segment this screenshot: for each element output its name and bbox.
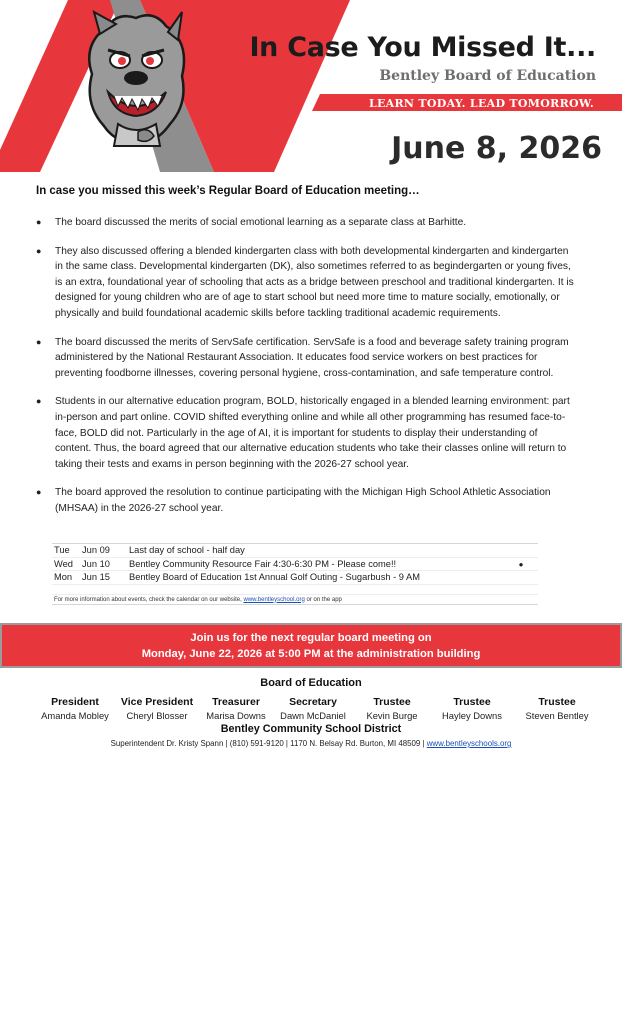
contact-line: Superintendent Dr. Kristy Spann | (810) 591-9120 | 1170 N. Belsay Rd. Burton, MI 48509 | www.bentleyschools.org [110,739,512,748]
table-row[interactable] [52,571,538,585]
banner-line-2: Monday, June 22, 2026 at 5:00 PM at the administration building [141,647,481,660]
issue-date: June 8, 2026 [391,131,602,166]
list-item: ● The board discussed the merits of ServSafe certification. ServSafe is a food and beverage safety training program administered by the National Restaurant Association. It educates food service workers on best practices for preventing foodborne illnesses, covering personal hygiene, cross-contamination, and safe temperature control. [36,336,569,379]
tagline: LEARN TODAY. LEAD TOMORROW. [368,97,594,110]
website-link[interactable]: www.bentleyschool.org [243,596,305,603]
event-date: Jun 09 [82,545,110,555]
bullet-icon: ● [36,396,42,407]
list-item: ● The board approved the resolution to continue participating with the Michigan High School Athletic Association (MHSAA) in the 2026-27 school year. [36,487,551,514]
table-row[interactable] [52,558,538,572]
banner-line-1: Join us for the next regular board meeting on [190,632,432,644]
board-members-list [36,695,600,722]
bullet-icon: ● [36,336,42,347]
list-item: ● Students in our alternative education program, BOLD, historically engaged in a blended learning environment: part in-person and part online. COVID shifted everything online and while all other programming has resumed face-to-face, BOLD did not. Particularly in the age of AI, it is important for students to display their understanding of content. Thus, the board agreed that our alternative education students who take their classes online will return to taking their tests and exams in person beginning with the 2026-27 school year. [36,396,570,470]
intro-heading: In case you missed this week’s Regular Board of Education meeting… [36,185,420,197]
district-website-link[interactable]: www.bentleyschools.org [426,739,512,748]
event-date: Jun 10 [82,558,110,569]
newsletter-header [0,0,622,172]
board-member: Trustee Kevin Burge [366,696,418,721]
upcoming-events-table [52,543,538,605]
event-day: Mon [54,572,73,582]
bullet-icon: ● [36,245,42,256]
list-item: ● They also discussed offering a blended kindergarten class with both developmental kindergarten and kindergarten in the same class. Developmental kindergarten (DK), also sometimes referred to as begindergarten or young fives, is an extra, foundational year of schooling that acts as a bridge between preschool and traditional kindergarten. It is designed for young children who are of age to start school but need more time to mature socially, emotionally, or physically and build foundational academic skills before tackling traditional academic requirements. [36,245,574,319]
board-title: Board of Education [260,677,362,689]
event-day: Tue [54,545,70,555]
board-member: Secretary Dawn McDaniel [280,696,346,721]
board-member: President Amanda Mobley [41,696,109,721]
event-dot-icon: ● [518,559,524,569]
bullet-icon: ● [36,217,42,227]
board-member: Trustee Steven Bentley [525,696,589,721]
meeting-highlights-list [36,215,576,530]
table-row[interactable] [52,544,538,558]
board-member: Trustee Hayley Downs [442,696,502,721]
board-subtitle: Bentley Board of Education [379,68,596,84]
bullet-icon: ● [36,487,42,498]
next-meeting-banner [0,623,622,668]
board-member: Vice President Cheryl Blosser [120,696,194,721]
events-footnote: For more information about events, check the calendar on our website, www.bentleyschool.org or on the app [54,596,342,603]
board-member: Treasurer Marisa Downs [206,696,266,721]
table-spacer-row [52,585,538,595]
event-date: Jun 15 [82,572,110,582]
event-title: Last day of school - half day [129,545,245,555]
event-day: Wed [54,558,73,569]
district-name: Bentley Community School District [220,723,402,735]
newsletter-title: In Case You Missed It... [249,32,596,63]
event-dot-icon [504,571,538,584]
event-dot-icon [504,544,538,557]
list-item: ● The board discussed the merits of social emotional learning as a separate class at Barhitte. [36,215,576,231]
bulldog-mascot-logo [78,4,196,154]
event-title: Bentley Board of Education 1st Annual Golf Outing - Sugarbush - 9 AM [129,572,420,582]
event-title: Bentley Community Resource Fair 4:30-6:30 PM - Please come!! [129,558,397,569]
